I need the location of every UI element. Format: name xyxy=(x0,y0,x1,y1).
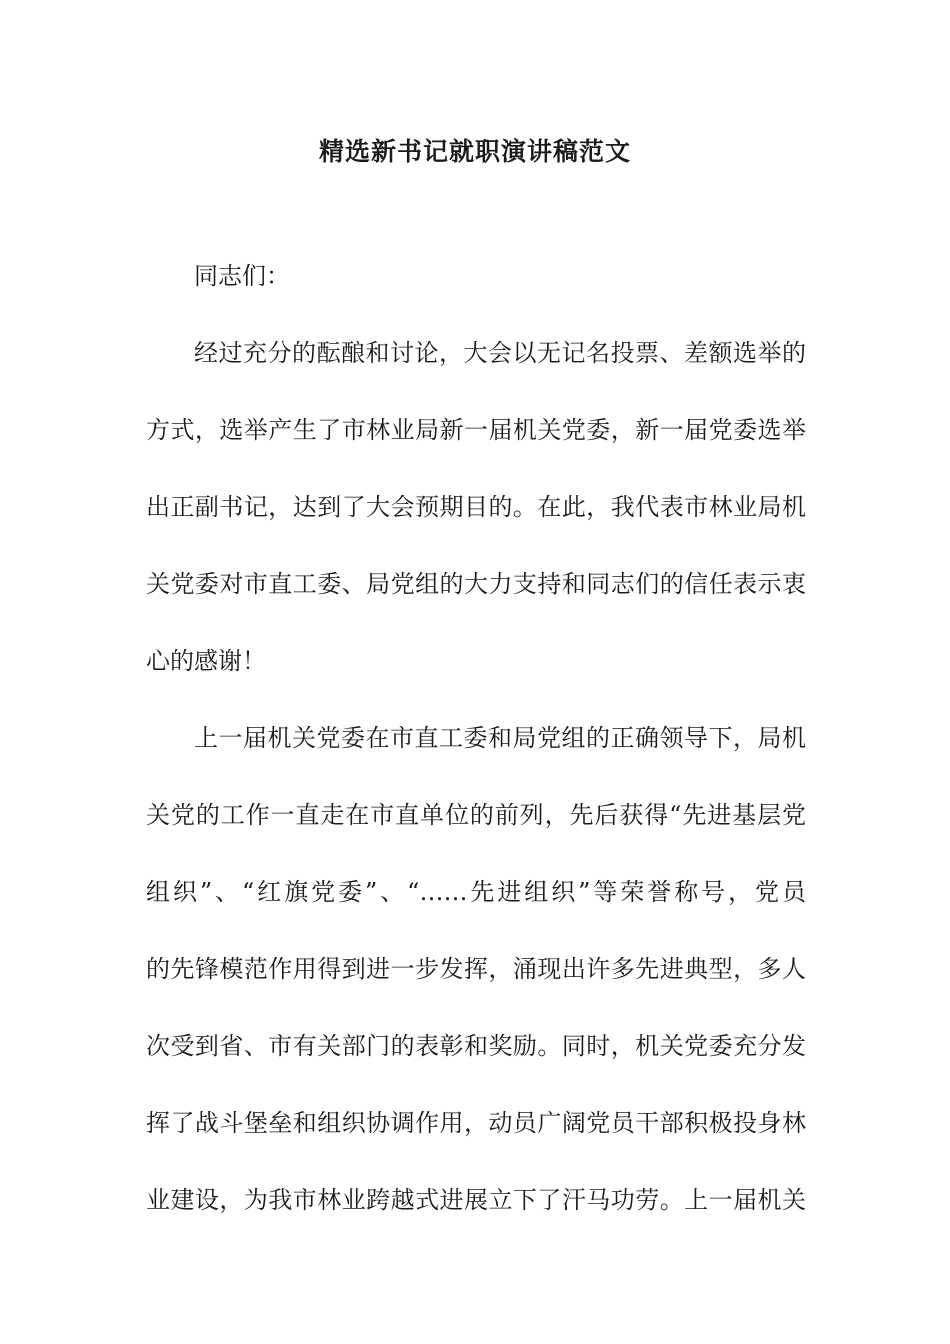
paragraph-line: 关党的工作一直走在市直单位的前列，先后获得“先进基层党 xyxy=(146,801,806,829)
paragraph-line: 挥了战斗堡垒和组织协调作用，动员广阔党员干部积极投身林 xyxy=(146,1109,806,1137)
paragraph-line: 组织”、“红旗党委”、“……先进组织”等荣誉称号，党员 xyxy=(146,878,806,906)
paragraph-line: 上一届机关党委在市直工委和局党组的正确领导下，局机 xyxy=(194,724,806,752)
paragraph-line: 业建设，为我市林业跨越式进展立下了汗马功劳。上一届机关 xyxy=(146,1186,806,1214)
paragraph-line: 方式，选举产生了市林业局新一届机关党委，新一届党委选举 xyxy=(146,416,806,444)
paragraph-line: 的先锋模范作用得到进一步发挥，涌现出许多先进典型，多人 xyxy=(146,955,806,983)
document-body xyxy=(146,252,806,1253)
greeting xyxy=(146,252,806,300)
greeting-line: 同志们： xyxy=(194,262,290,290)
paragraph-line: 经过充分的酝酿和讨论，大会以无记名投票、差额选举的 xyxy=(194,339,806,367)
paragraph-line: 出正副书记，达到了大会预期目的。在此，我代表市林业局机 xyxy=(146,493,806,521)
paragraph-line: 心的感谢！ xyxy=(146,647,266,675)
paragraph-1 xyxy=(146,329,806,685)
paragraph-2 xyxy=(146,714,806,1224)
paragraph-line: 次受到省、市有关部门的表彰和奖励。同时，机关党委充分发 xyxy=(146,1032,806,1060)
document-title: 精选新书记就职演讲稿范文 xyxy=(318,137,631,166)
paragraph-line: 关党委对市直工委、局党组的大力支持和同志们的信任表示衷 xyxy=(146,570,806,598)
